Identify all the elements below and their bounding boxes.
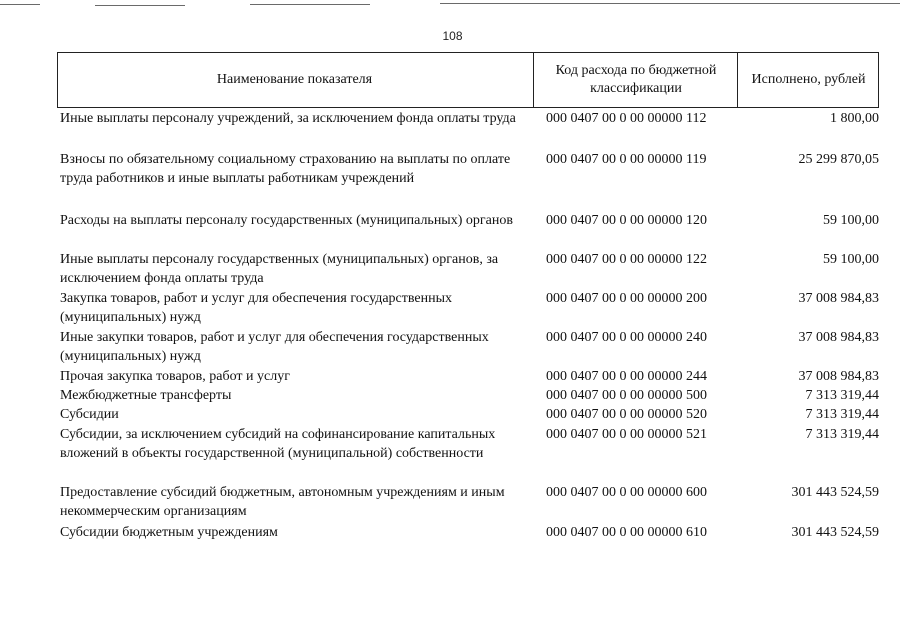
row-name: Иные выплаты персоналу учреждений, за исключением фонда оплаты труда [60,111,516,126]
row-code: 000 0407 00 0 00 00000 600 [546,485,707,500]
row-name: Закупка товаров, работ и услуг для обеспечения государственных (муниципальных) нужд [60,291,453,325]
row-code: 000 0407 00 0 00 00000 500 [546,388,707,403]
table-row [60,366,879,385]
row-code: 000 0407 00 0 00 00000 120 [546,213,707,228]
table-row [60,288,879,327]
table-header [57,52,879,108]
row-code: 000 0407 00 0 00 00000 119 [546,152,707,167]
table-row [60,522,879,542]
row-amount: 7 313 319,44 [805,407,879,422]
scan-line-top-b [250,4,370,5]
row-name: Прочая закупка товаров, работ и услуг [60,369,290,384]
row-name: Субсидии бюджетным учреждениям [60,525,278,540]
table-row [60,424,879,482]
row-code: 000 0407 00 0 00 00000 520 [546,407,707,422]
table-row [60,149,879,210]
row-code: 000 0407 00 0 00 00000 244 [546,369,707,384]
row-amount: 37 008 984,83 [798,291,879,306]
row-name: Иные выплаты персоналу государственных (муниципальных) органов, за исключением фонда оплаты труда [60,252,499,286]
table-row [60,404,879,424]
table-row [60,108,879,149]
row-amount: 37 008 984,83 [798,369,879,384]
row-amount: 37 008 984,83 [798,330,879,345]
row-amount: 59 100,00 [823,213,879,228]
header-executed: Исполнено, рублей [737,53,879,107]
table-row [60,327,879,366]
row-code: 000 0407 00 0 00 00000 112 [546,111,707,126]
scan-line-top-a [95,5,185,6]
row-name: Иные закупки товаров, работ и услуг для обеспечения государственных (муниципальных) нужд [60,330,489,364]
row-code: 000 0407 00 0 00 00000 610 [546,525,707,540]
row-amount: 59 100,00 [823,252,879,267]
row-amount: 25 299 870,05 [798,152,879,167]
row-name: Предоставление субсидий бюджетным, автономным учреждениям и иным некоммерческим организациям [60,485,505,519]
header-code: Код расхода по бюджетной классификации [533,53,738,107]
table-row [60,249,879,288]
row-code: 000 0407 00 0 00 00000 240 [546,330,707,345]
table-body [60,108,879,542]
row-name: Расходы на выплаты персоналу государственных (муниципальных) органов [60,213,513,228]
row-amount: 7 313 319,44 [805,388,879,403]
row-amount: 1 800,00 [830,111,879,126]
table-row [60,385,879,404]
row-name: Межбюджетные трансферты [60,388,232,403]
scan-line-top-c [440,3,900,4]
row-name: Субсидии [60,407,119,422]
row-amount: 301 443 524,59 [791,525,879,540]
row-amount: 301 443 524,59 [791,485,879,500]
table-row [60,210,879,249]
row-name: Субсидии, за исключением субсидий на софинансирование капитальных вложений в объекты государственной (муниципальной) собственности [60,427,496,461]
header-name: Наименование показателя [216,72,373,87]
row-code: 000 0407 00 0 00 00000 122 [546,252,707,267]
row-name: Взносы по обязательному социальному страхованию на выплаты по оплате труда работников и иные выплаты работникам учреждений [60,152,511,186]
page-number: 108 [442,29,463,43]
row-code: 000 0407 00 0 00 00000 521 [546,427,707,442]
scan-line-top-left [0,4,40,5]
table-row [60,482,879,522]
row-code: 000 0407 00 0 00 00000 200 [546,291,707,306]
row-amount: 7 313 319,44 [805,427,879,442]
